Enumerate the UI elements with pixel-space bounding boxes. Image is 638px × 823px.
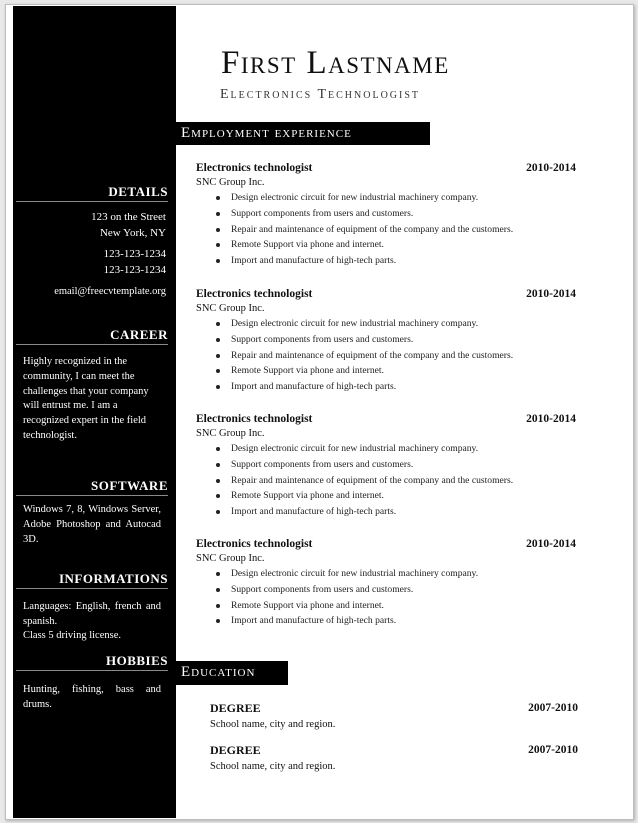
sidebar xyxy=(13,6,176,818)
software-text: Windows 7, 8, Windows Server, Adobe Photoshop and Autocad 3D. xyxy=(23,504,161,545)
education-entry xyxy=(210,701,578,733)
duty-item: Design electronic circuit for new industrial machinery company. xyxy=(196,316,576,332)
details-divider xyxy=(16,201,168,202)
job-title: Electronics technologist xyxy=(196,288,313,300)
job-entry xyxy=(196,537,576,629)
job-duties xyxy=(196,316,576,395)
job-years: 2010-2014 xyxy=(526,413,576,425)
job-company: SNC Group Inc. xyxy=(196,553,265,564)
email-text: email@freecvtemplate.org xyxy=(54,286,166,297)
duty-item: Support components from users and customers. xyxy=(196,206,576,222)
duty-item: Support components from users and customers. xyxy=(196,332,576,348)
degree-years: 2007-2010 xyxy=(528,744,578,756)
person-name: First Lastname xyxy=(221,45,450,81)
details-heading: DETAILS xyxy=(108,184,168,199)
duty-item: Repair and maintenance of equipment of the company and the customers. xyxy=(196,348,576,364)
job-duties xyxy=(196,190,576,269)
career-text: Highly recognized in the community, I can meet the challenges that your company will entrust me. I am a recognized expert in the field technologist. xyxy=(23,356,149,441)
informations-divider xyxy=(16,588,168,589)
phone-2: 123-123-1234 xyxy=(103,263,166,276)
address-street: 123 on the Street xyxy=(91,211,166,223)
career-heading: CAREER xyxy=(110,327,168,342)
informations-heading: INFORMATIONS xyxy=(58,571,168,586)
hobbies-heading: HOBBIES xyxy=(105,653,168,668)
informations-text: Languages: English, french and spanish. xyxy=(23,601,161,627)
degree-name: DEGREE xyxy=(210,701,261,715)
duty-item: Import and manufacture of high-tech parts. xyxy=(196,253,576,269)
job-company: SNC Group Inc. xyxy=(196,303,265,314)
hobbies-divider xyxy=(16,670,168,671)
school-name: School name, city and region. xyxy=(210,719,336,730)
duty-item: Remote Support via phone and internet. xyxy=(196,488,576,504)
job-duties xyxy=(196,441,576,520)
duty-item: Design electronic circuit for new industrial machinery company. xyxy=(196,566,576,582)
career-divider xyxy=(16,344,168,345)
job-years: 2010-2014 xyxy=(526,288,576,300)
education-heading-bar xyxy=(176,661,288,685)
phone-1: 123-123-1234 xyxy=(103,248,166,260)
job-years: 2010-2014 xyxy=(526,162,576,174)
job-entry xyxy=(196,287,576,395)
job-entry xyxy=(196,412,576,520)
job-duties xyxy=(196,566,576,629)
software-divider xyxy=(16,495,168,496)
employment-heading-bar xyxy=(176,122,430,145)
duty-item: Remote Support via phone and internet. xyxy=(196,237,576,253)
job-title: Electronics technologist xyxy=(196,413,313,425)
education-entry xyxy=(210,743,578,775)
hobbies-text: Hunting, fishing, bass and drums. xyxy=(23,684,161,710)
duty-item: Remote Support via phone and internet. xyxy=(196,363,576,379)
software-heading: SOFTWARE xyxy=(91,478,168,493)
duty-item: Repair and maintenance of equipment of the company and the customers. xyxy=(196,222,576,238)
person-role: Electronics Technologist xyxy=(220,87,421,102)
degree-name: DEGREE xyxy=(210,743,261,757)
informations-license: Class 5 driving license. xyxy=(23,630,121,641)
job-title: Electronics technologist xyxy=(196,538,313,550)
duty-item: Support components from users and customers. xyxy=(196,457,576,473)
duty-item: Import and manufacture of high-tech parts. xyxy=(196,504,576,520)
job-company: SNC Group Inc. xyxy=(196,177,265,188)
employment-heading: Employment experience xyxy=(181,125,352,141)
duty-item: Support components from users and customers. xyxy=(196,582,576,598)
job-title: Electronics technologist xyxy=(196,162,313,174)
duty-item: Design electronic circuit for new industrial machinery company. xyxy=(196,190,576,206)
job-years: 2010-2014 xyxy=(526,538,576,550)
degree-years: 2007-2010 xyxy=(528,702,578,714)
school-name: School name, city and region. xyxy=(210,761,336,772)
duty-item: Design electronic circuit for new industrial machinery company. xyxy=(196,441,576,457)
resume-page xyxy=(5,4,634,820)
duty-item: Import and manufacture of high-tech parts. xyxy=(196,379,576,395)
address-city: New York, NY xyxy=(99,226,166,239)
duty-item: Repair and maintenance of equipment of the company and the customers. xyxy=(196,473,576,489)
job-entry xyxy=(196,161,576,269)
education-heading: Education xyxy=(181,664,256,680)
details-block xyxy=(54,210,166,300)
duty-item: Import and manufacture of high-tech parts. xyxy=(196,613,576,629)
duty-item: Remote Support via phone and internet. xyxy=(196,598,576,614)
job-company: SNC Group Inc. xyxy=(196,428,265,439)
